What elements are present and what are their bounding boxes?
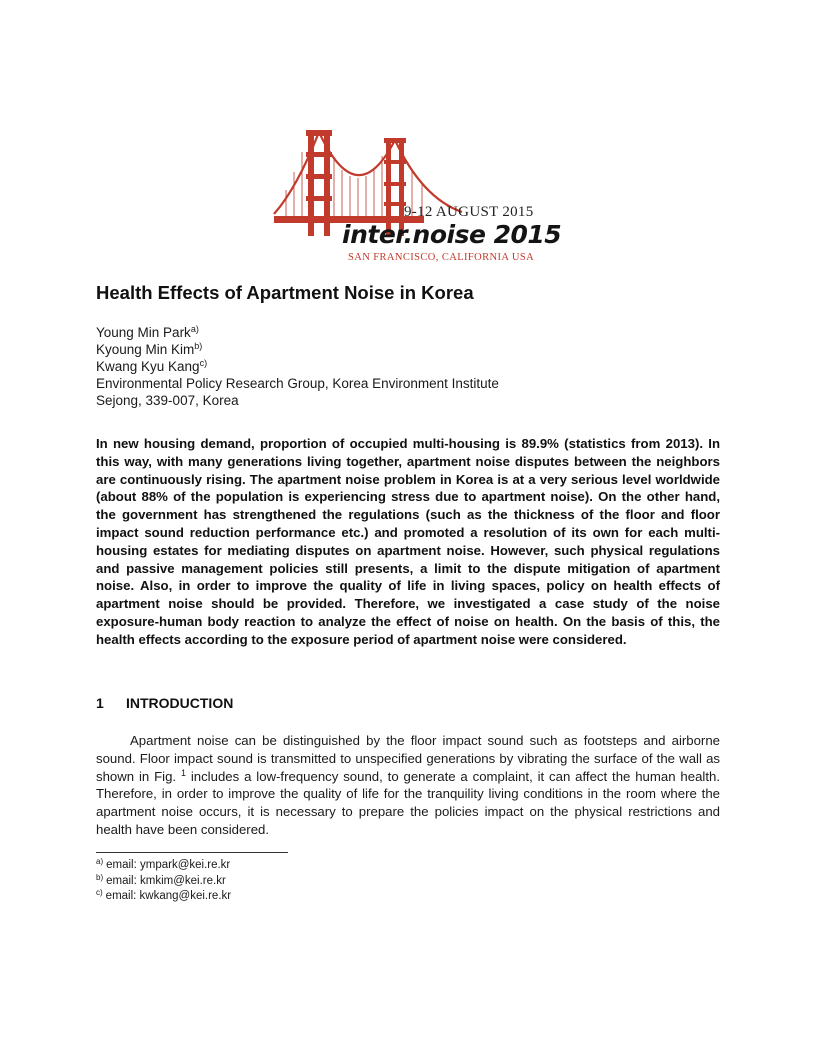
footnote-mark: b) [96,872,104,882]
conference-date: 9-12 AUGUST 2015 [404,204,534,220]
footnote-item [96,858,231,874]
intro-paragraph [96,732,720,839]
footnote-mark: a) [96,857,104,866]
footnote-email: email: kmkim@kei.re.kr [106,874,226,887]
author-name: Kyoung Min Kim [96,342,195,357]
footnote-email: email: kwkang@kei.re.kr [105,890,232,902]
abstract: In new housing demand, proportion of occupied multi-housing is 89.9% (statistics from 2013). In this way, with many generations living together, apartment noise disputes between the neighbors are continuously rising. The apartment noise problem in Korea is at a very serious level worldwide (about 88% of the population is experiencing stress due to apartment noise). On the other hand, the government has strengthened the regulations (such as the thickness of the floor and floor impact sound reduction performance etc.) and promoted a resolution of its own for each multi-housing estates for mediating disputes on apartment noise. However, such physical regulations and passive management policies still presents, a limit to the dispute mitigation of apartment noise. Also, in order to improve the quality of life in living spaces, policy on health effects of apartment noise should be provided. Therefore, we investigated a case study of the noise exposure-human body reaction to analyze the effect of noise on health. On the basis of this, the health effects according to the exposure period of apartment noise were considered. [96,436,720,647]
author-3 [96,358,499,375]
section-heading [96,695,233,711]
author-mark: b) [194,341,203,351]
author-1 [96,324,499,341]
footnote-divider [96,852,288,853]
author-2 [96,341,499,358]
author-block [96,324,499,409]
paper-title: Health Effects of Apartment Noise in Korea [96,282,474,303]
intro-text-2: includes a low-frequency sound, to generate a complaint, it can affect the human health. Therefore, in order to improve the quality of life for the tranquility living conditions in the room where the apartment noise occurs, it is necessary to prepare the policies impact on the physical restrictions and health have been considered. [96,768,720,837]
section-title: INTRODUCTION [126,695,234,711]
conference-place: SAN FRANCISCO, CALIFORNIA USA [348,252,535,263]
footnote-mark: c) [96,888,103,897]
intro-text-1: Apartment noise can be distinguished by the floor impact sound such as footsteps and airborne sound. Floor impact sound is transmitted to unspecified generations by vibrating the surface of the wall as shown in Fig. [96,733,720,784]
affiliation: Environmental Policy Research Group, Korea Environment Institute [96,376,499,391]
author-name: Kwang Kyu Kang [96,359,200,374]
figure-reference: 1 [180,767,186,778]
conference-name: inter.noise 2015 [342,220,562,249]
footnote-email: email: ympark@kei.re.kr [106,859,231,871]
author-name: Young Min Park [96,325,191,340]
address: Sejong, 339-007, Korea [96,393,239,408]
author-mark: a) [190,324,199,334]
footnote-item [96,874,231,890]
footnote-item [96,889,231,905]
section-number: 1 [96,695,104,711]
author-mark: c) [199,358,208,368]
footnotes [96,858,231,905]
conference-logo [272,128,562,268]
